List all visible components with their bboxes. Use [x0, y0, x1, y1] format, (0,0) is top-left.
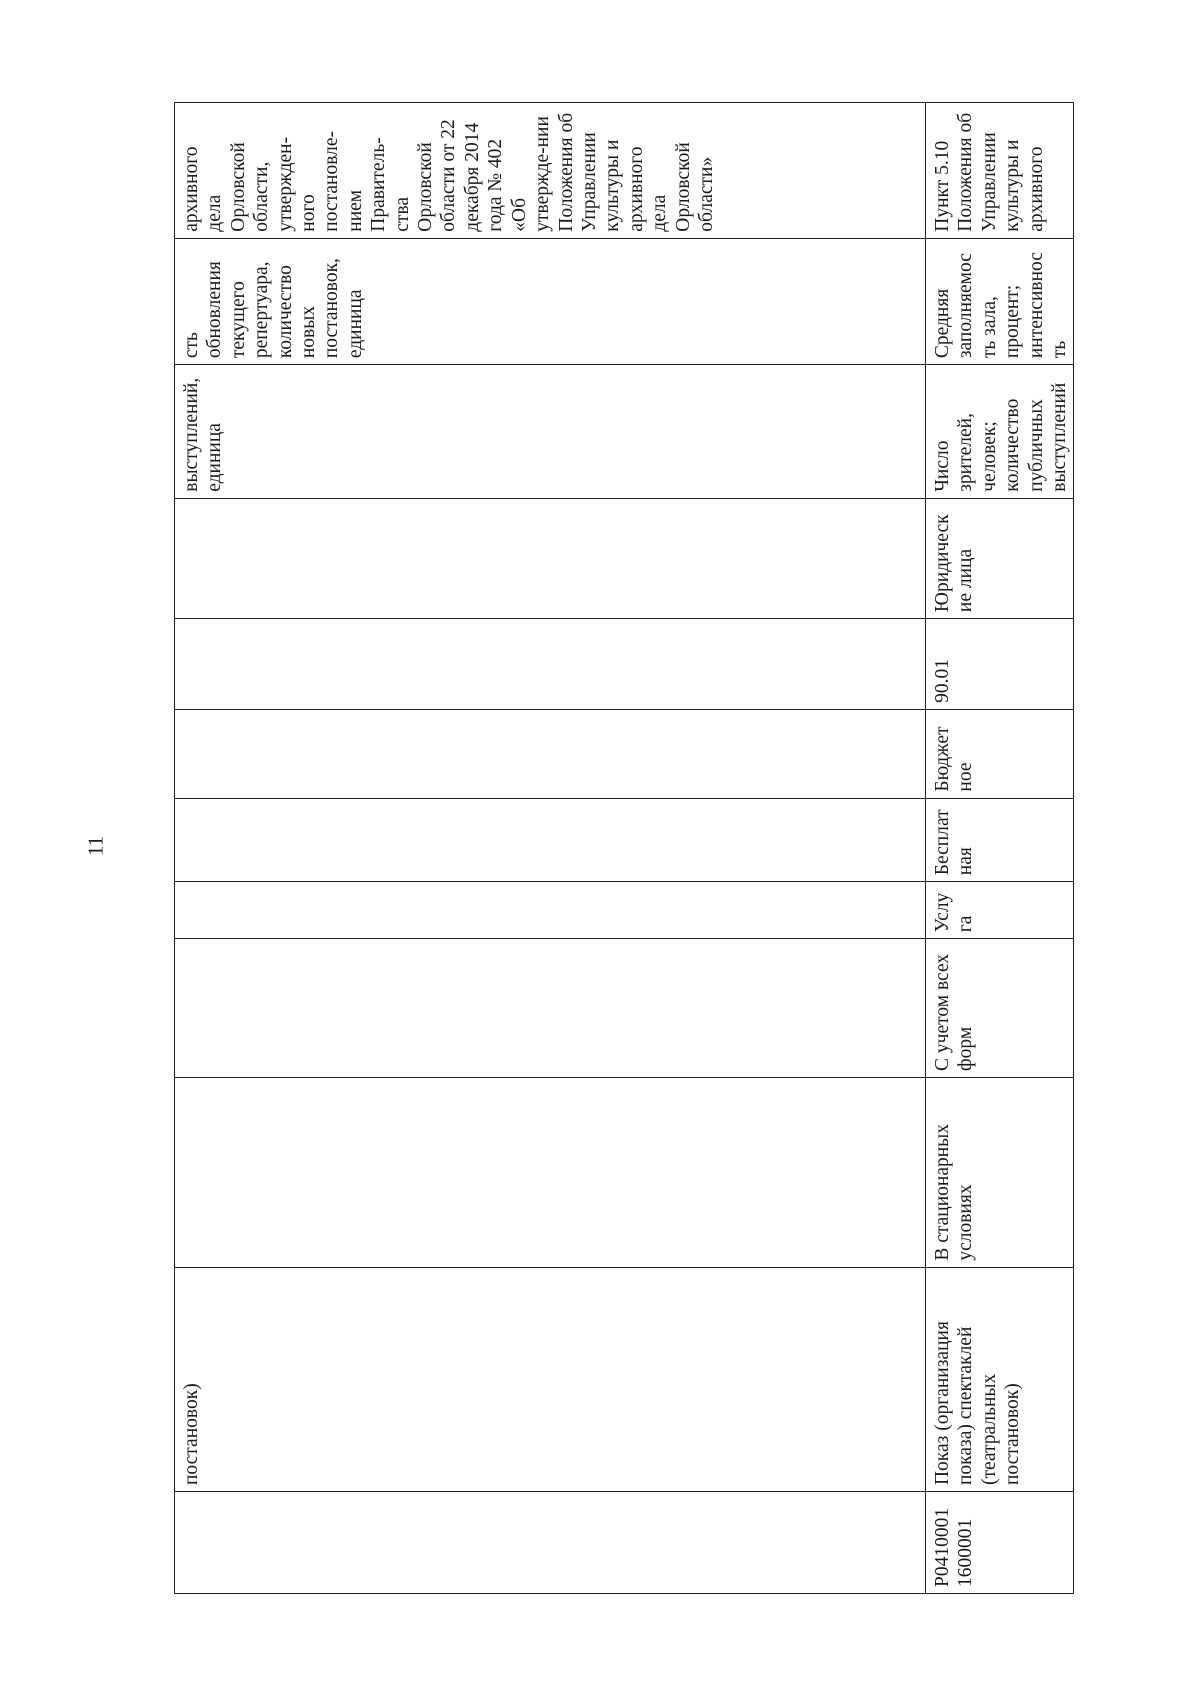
cell-payment: [175, 798, 926, 882]
cell-type: Услуга: [926, 882, 1074, 939]
cell-okved: [175, 619, 926, 710]
cell-quality-indicators: Средняя заполняемость зала, процент; интенсивность: [926, 238, 1074, 364]
rotated-table-container: [174, 102, 1071, 1594]
cell-volume-indicators: Число зрителей, человек; количество публичных выступлений: [926, 365, 1074, 499]
cell-okved: 90.01: [926, 619, 1074, 710]
cell-service-name: Показ (организация показа) спектаклей (театральных постановок): [926, 1267, 1074, 1491]
cell-consumers: Юридические лица: [926, 498, 1074, 618]
cell-forms: С учетом всех форм: [926, 939, 1074, 1078]
cell-consumers: [175, 498, 926, 618]
table-row: [175, 103, 926, 1594]
cell-quality-indicators: сть обновления текущего репертуара, количество новых постановок, единица: [175, 238, 926, 364]
page-number: 11: [83, 835, 108, 857]
cell-legal-basis: архивного дела Орловской области, утвержден-ного постановле-нием Правитель-ства Орловской области от 22 декабря 2014 года № 402 «Об утвержде-нии Положения об Управлении культуры и архивного дела Орловской области»: [175, 103, 926, 239]
cell-code: [175, 1492, 926, 1594]
cell-type: [175, 882, 926, 939]
cell-legal-basis: Пункт 5.10 Положения об Управлении культуры и архивного: [926, 103, 1074, 239]
cell-conditions: [175, 1077, 926, 1267]
cell-institution-type: Бюджетное: [926, 709, 1074, 798]
cell-institution-type: [175, 709, 926, 798]
services-table: [174, 102, 1074, 1594]
cell-code: Р04100011600001: [926, 1492, 1074, 1594]
cell-service-name: постановок): [175, 1267, 926, 1491]
cell-conditions: В стационарных условиях: [926, 1077, 1074, 1267]
table-row: [926, 103, 1074, 1594]
cell-payment: Бесплатная: [926, 798, 1074, 882]
cell-forms: [175, 939, 926, 1078]
cell-volume-indicators: выступлений, единица: [175, 365, 926, 499]
